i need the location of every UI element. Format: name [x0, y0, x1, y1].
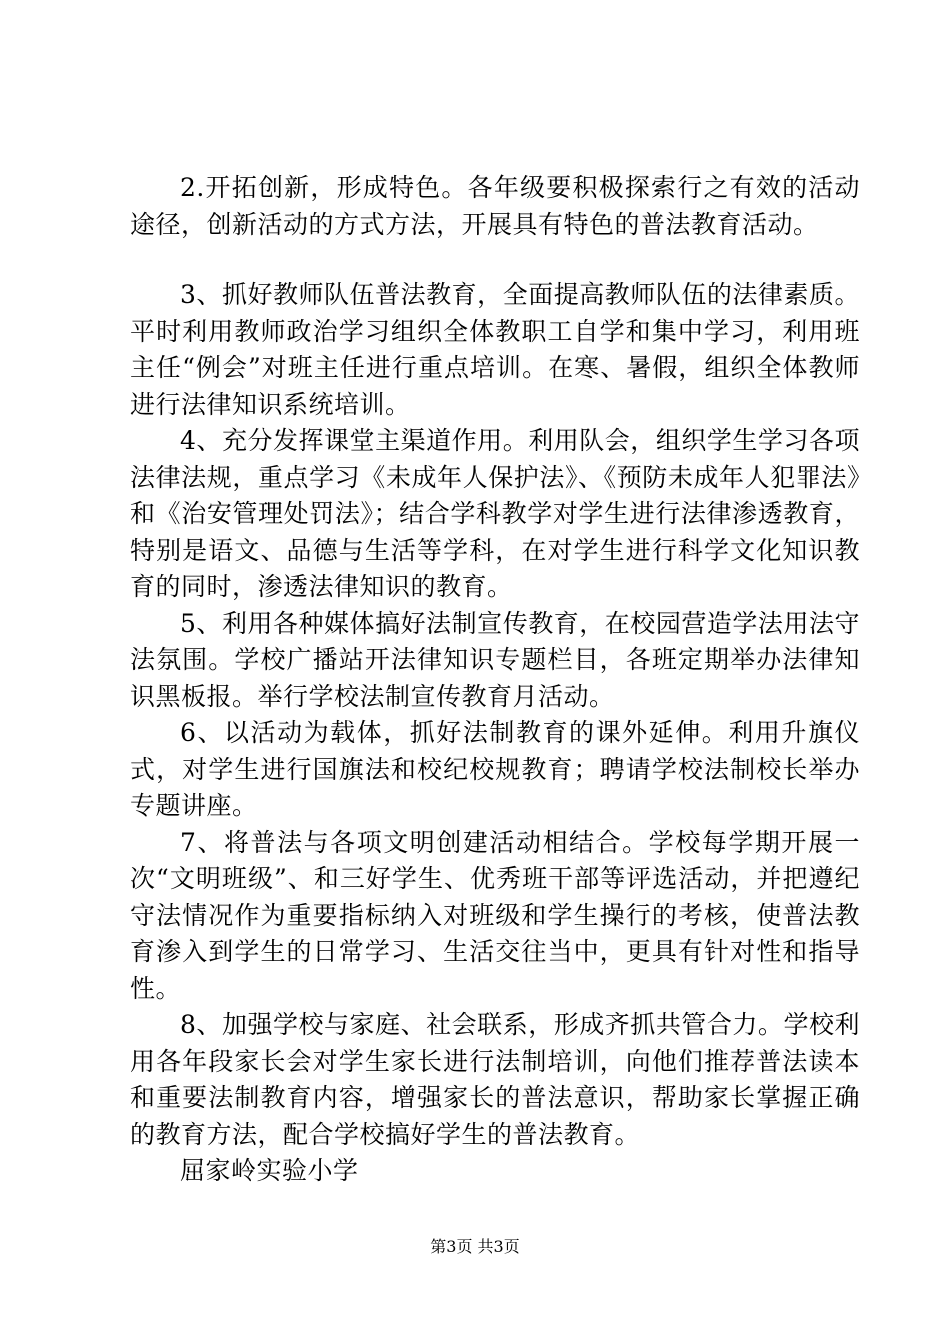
paragraph-6: 6、以活动为载体，抓好法制教育的课外延伸。利用升旗仪式，对学生进行国旗法和校纪校规教育；聘请学校法制校长举办专题讲座。 [130, 718, 860, 820]
paragraph-4: 4、充分发挥课堂主渠道作用。利用队会，组织学生学习各项法律法规，重点学习《未成年人保护法》、《预防未成年人犯罪法》和《治安管理处罚法》；结合学科教学对学生进行法律渗透教育，特别是语文、品德与生活等学科，在对学生进行科学文化知识教育的同时，渗透法律知识的教育。 [130, 426, 860, 601]
paragraph-7: 7、将普法与各项文明创建活动相结合。学校每学期开展一次“文明班级”、和三好学生、优秀班干部等评选活动，并把遵纪守法情况作为重要指标纳入对班级和学生操行的考核，使普法教育渗入到学生的日常学习、生活交往当中，更具有针对性和指导性。 [130, 827, 860, 1003]
paragraph-3: 3、抓好教师队伍普法教育，全面提高教师队伍的法律素质。平时利用教师政治学习组织全体教职工自学和集中学习，利用班主任“例会”对班主任进行重点培训。在寒、暑假，组织全体教师进行法律知识系统培训。 [130, 280, 860, 419]
document-body [130, 170, 860, 1190]
signature: 屈家岭实验小学 [180, 1156, 359, 1185]
page-number: 第3页 共3页 [430, 1237, 520, 1256]
paragraph-8: 8、加强学校与家庭、社会联系，形成齐抓共管合力。学校利用各年段家长会对学生家长进行法制培训，向他们推荐普法读本和重要法制教育内容，增强家长的普法意识，帮助家长掌握正确的教育方法，配合学校搞好学生的普法教育。 [130, 1010, 860, 1149]
paragraph-2: 2.开拓创新，形成特色。各年级要积极探索行之有效的活动途径，创新活动的方式方法，开展具有特色的普法教育活动。 [130, 173, 860, 239]
paragraph-5: 5、利用各种媒体搞好法制宣传教育，在校园营造学法用法守法氛围。学校广播站开法律知识专题栏目，各班定期举办法律知识黑板报。举行学校法制宣传教育月活动。 [130, 608, 860, 711]
page-footer [0, 1237, 950, 1257]
